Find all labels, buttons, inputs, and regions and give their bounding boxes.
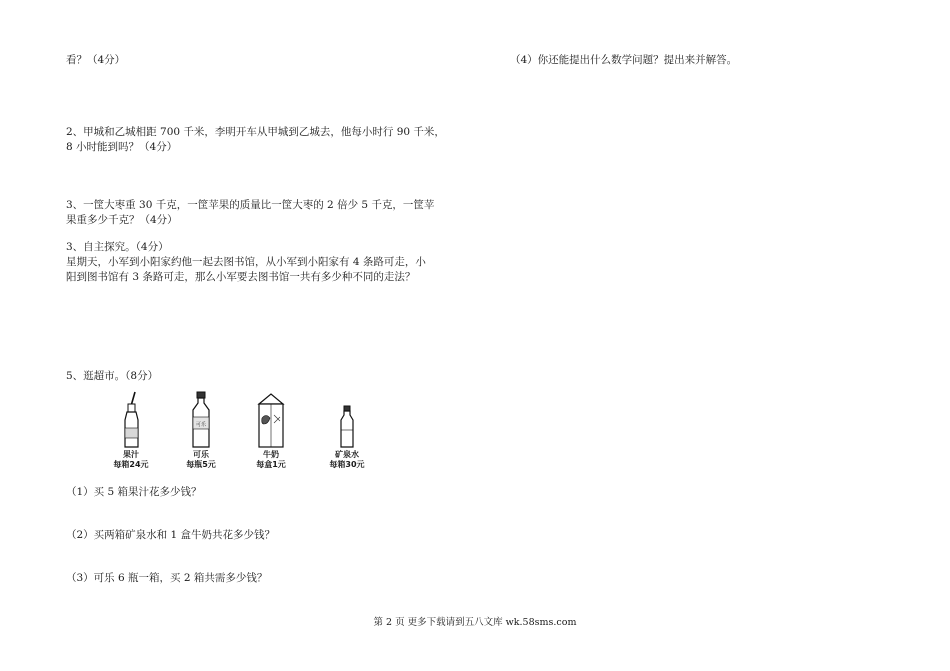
question-4-line-1: 星期天，小军到小阳家约他一起去图书馆，从小军到小阳家有 4 条路可走，小	[66, 256, 426, 268]
question-2-line-1: 2、甲城和乙城相距 700 千米，李明开车从甲城到乙城去，他每小时行 90 千米，	[66, 126, 445, 138]
question-4-line-2: 阳到图书馆有 3 条路可走，那么小军要去图书馆一共有多少种不同的走法？	[66, 271, 416, 283]
product-juice	[96, 390, 166, 470]
product-juice-price: 每箱24元	[113, 460, 149, 469]
product-cola-price: 每瓶5元	[186, 460, 216, 469]
question-5-heading: 5、逛超市。（8分）	[66, 370, 159, 382]
question-5-sub-4: （4）你还能提出什么数学问题？提出来并解答。	[510, 54, 738, 66]
product-juice-name: 果汁	[123, 450, 139, 459]
question-2-line-2: 8 小时能到吗？（4分）	[66, 141, 178, 153]
svg-text:可乐: 可乐	[195, 422, 207, 428]
question-5-sub-3: （3）可乐 6 瓶一箱，买 2 箱共需多少钱？	[66, 572, 268, 584]
product-milk	[236, 390, 306, 470]
question-5-sub-1: （1）买 5 箱果汁花多少钱？	[66, 486, 202, 498]
product-milk-price: 每盒1元	[256, 460, 286, 469]
product-cola	[166, 390, 236, 470]
question-5-sub-2: （2）买两箱矿泉水和 1 盒牛奶共花多少钱？	[66, 529, 276, 541]
product-milk-name: 牛奶	[263, 450, 279, 459]
cola-bottle-icon	[186, 390, 216, 450]
page-footer: 第 2 页 更多下载请到五八文库 wk.58sms.com	[373, 617, 577, 628]
juice-bottle-icon	[116, 390, 146, 450]
question-3-line-2: 果重多少千克？（4分）	[66, 214, 178, 226]
water-bottle-icon	[332, 390, 362, 450]
product-water-price: 每箱30元	[329, 460, 365, 469]
milk-carton-icon	[251, 390, 291, 450]
question-3-line-1: 3、一筐大枣重 30 千克，一筐苹果的质量比一筐大枣的 2 倍少 5 千克，一筐苹	[66, 199, 435, 211]
product-water	[312, 390, 382, 470]
question-1-tail: 看？（4分）	[66, 54, 126, 66]
product-water-name: 矿泉水	[335, 450, 359, 459]
product-cola-name: 可乐	[193, 450, 209, 459]
question-4-heading: 3、自主探究。（4分）	[66, 241, 169, 253]
